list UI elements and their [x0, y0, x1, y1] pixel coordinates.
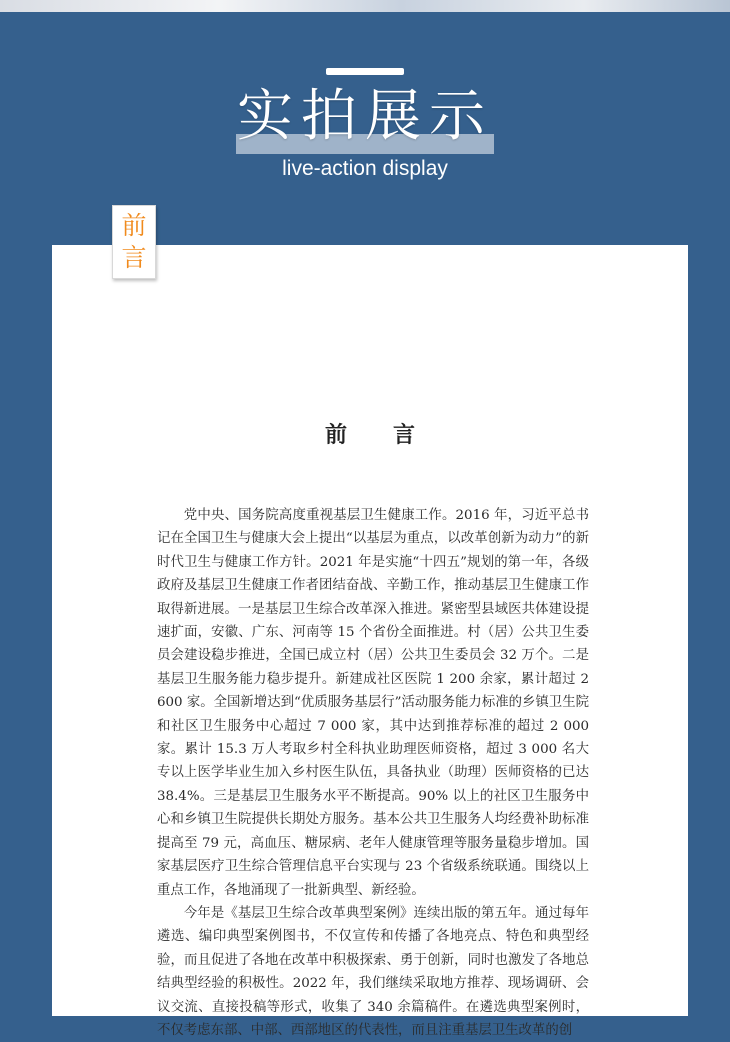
body-paragraph: 党中央、国务院高度重视基层卫生健康工作。2016 年，习近平总书记在全国卫生与健康大会上提出“以基层为重点，以改革创新为动力”的新时代卫生与健康工作方针。2021 年是实施“十四五”规划的第一年，各级政府及基层卫生健康工作者团结奋战、辛勤工作，推动基层卫生健康工作取得新进展。一是基层卫生综合改革深入推进。紧密型县域医共体建设提速扩面，安徽、广东、河南等 15 个省份全面推进。村（居）公共卫生委员会建设稳步推进，全国已成立村（居）公共卫生委员会 32 万个。二是基层卫生服务能力稳步提升。新建成社区医院 1 200 余家，累计超过 2 600 家。全国新增达到“优质服务基层行”活动服务能力标准的乡镇卫生院和社区卫生服务中心超过 7 000 家，其中达到推荐标准的超过 2 000 家。累计 15.3 万人考取乡村全科执业助理医师资格，超过 3 000 名大专以上医学毕业生加入乡村医生队伍，具备执业（助理）医师资格的已达 38.4%。三是基层卫生服务水平不断提高。90% 以上的社区卫生服务中心和乡镇卫生院提供长期处方服务。基本公共卫生服务人均经费补助标准提高至 79 元，高血压、糖尿病、老年人健康管理等服务量稳步增加。国家基层医疗卫生综合管理信息平台实现与 23 个省级系统联通。围绕以上重点工作，各地涌现了一批新典型、新经验。 [157, 508, 589, 898]
chapter-tag-char: 前 [121, 211, 147, 240]
body-paragraph: 今年是《基层卫生综合改革典型案例》连续出版的第五年。通过每年遴选、编印典型案例图书，不仅宣传和传播了各地亮点、特色和典型经验，而且促进了各地在改革中积极探索、勇于创新，同时也激发了各地总结典型经验的积极性。2022 年，我们继续采取地方推荐、现场调研、会议交流、直接投稿等形式，收集了 340 余篇稿件。在遴选典型案例时，不仅考虑东部、中部、西部地区的代表性，而且注重基层卫生改革的创 [157, 905, 589, 1038]
chapter-tag-char: 言 [121, 243, 147, 272]
chapter-tag [112, 205, 156, 279]
page-title: 前言 [324, 422, 461, 448]
section-title: 实拍展示 [237, 84, 493, 149]
top-banner-strip [0, 0, 730, 12]
page-body [157, 504, 589, 1042]
section-subtitle: live-action display [282, 157, 448, 180]
header-decoration-bar [326, 68, 404, 75]
